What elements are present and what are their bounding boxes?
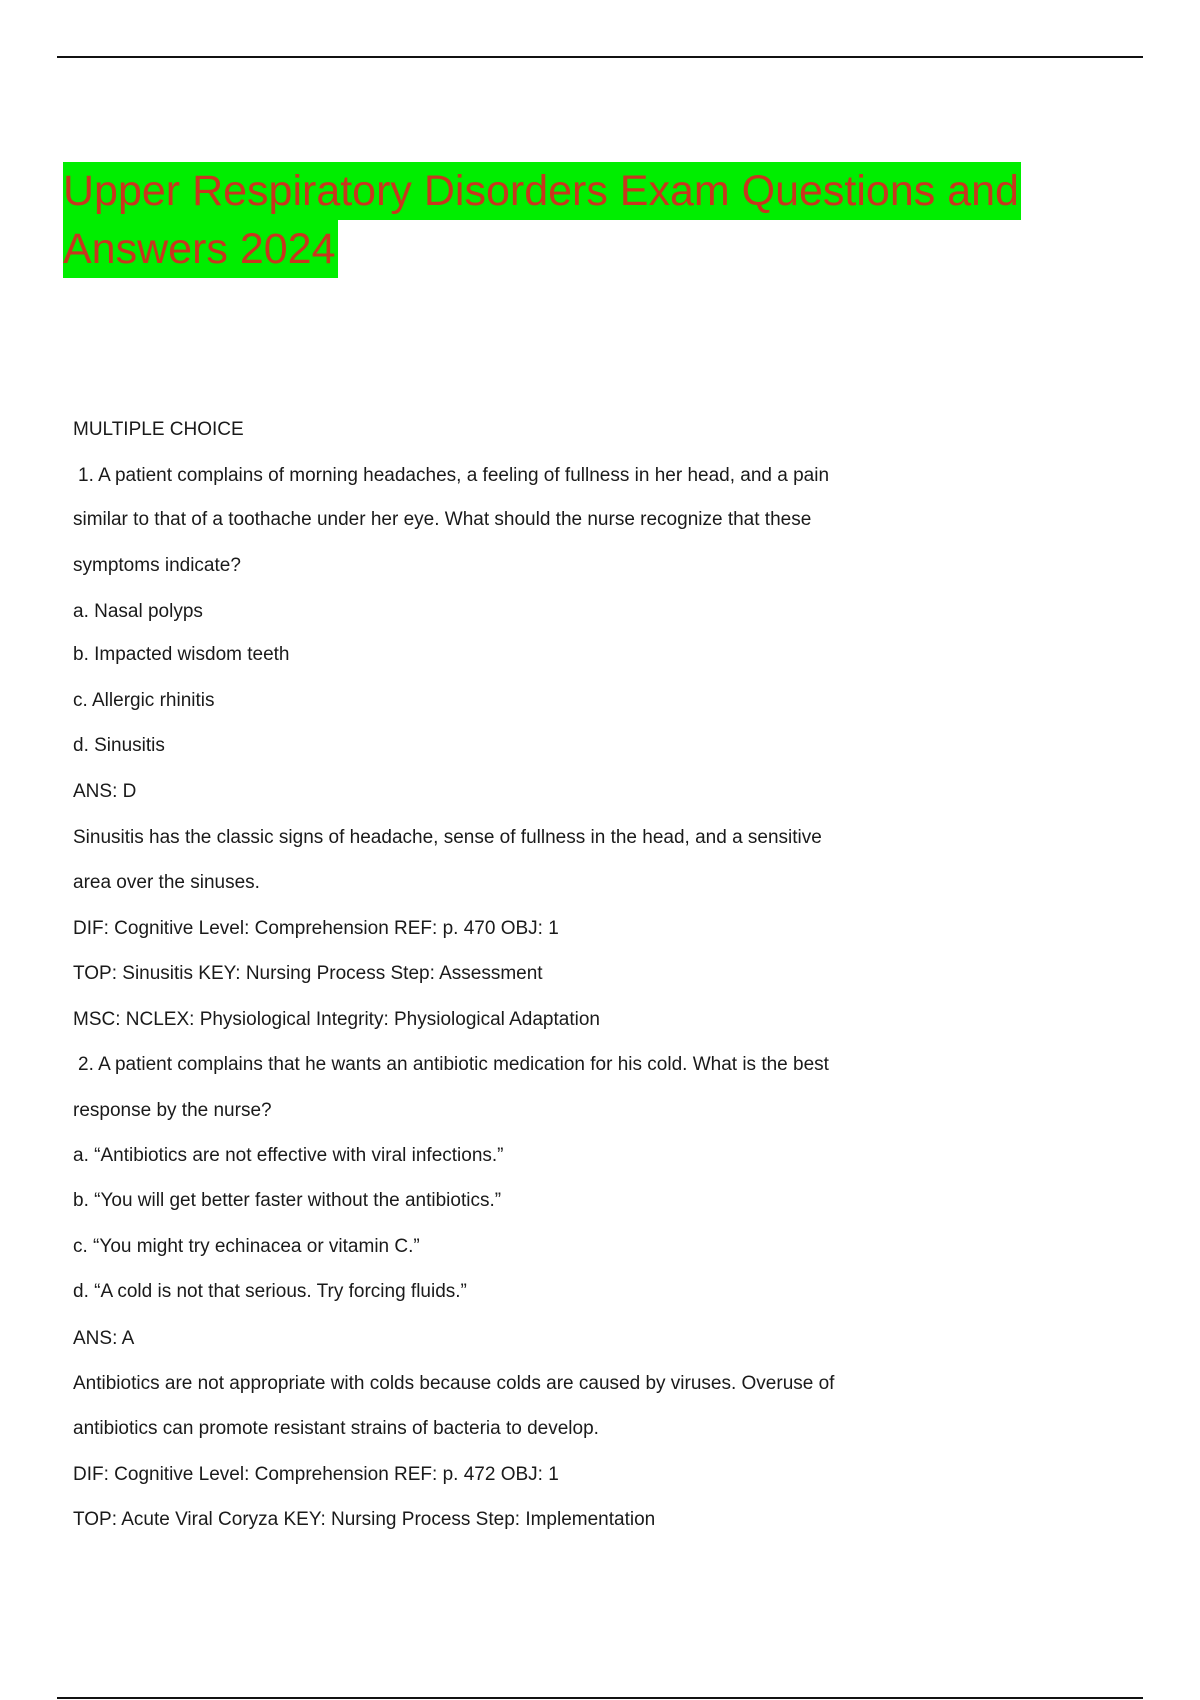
title-line-2: Answers 2024	[63, 220, 338, 278]
question-1-rationale-line-1: Sinusitis has the classic signs of headache, sense of fullness in the head, and a sensitive	[73, 827, 822, 848]
question-1-meta-dif: DIF: Cognitive Level: Comprehension REF: p. 470 OBJ: 1	[73, 918, 559, 939]
question-1-stem-line-1: 1. A patient complains of morning headaches, a feeling of fullness in her head, and a pain	[78, 465, 830, 486]
question-2-meta-top: TOP: Acute Viral Coryza KEY: Nursing Process Step: Implementation	[73, 1509, 656, 1530]
question-1-option-c: c. Allergic rhinitis	[73, 690, 215, 711]
question-2-stem-line-1: 2. A patient complains that he wants an antibiotic medication for his cold. What is the best	[78, 1054, 829, 1075]
question-2-rationale-line-1: Antibiotics are not appropriate with colds because colds are caused by viruses. Overuse of	[73, 1373, 835, 1394]
question-1-stem-line-2: similar to that of a toothache under her eye. What should the nurse recognize that these	[73, 509, 812, 530]
document-title	[63, 162, 1063, 278]
question-1-option-b: b. Impacted wisdom teeth	[73, 644, 290, 665]
question-1-stem-line-3: symptoms indicate?	[73, 555, 241, 576]
question-2-option-a: a. “Antibiotics are not effective with viral infections.”	[73, 1145, 504, 1166]
question-2-stem-line-2: response by the nurse?	[73, 1100, 272, 1121]
bottom-rule	[57, 1697, 1143, 1699]
question-2-answer: ANS: A	[73, 1328, 135, 1349]
title-line-1: Upper Respiratory Disorders Exam Questions and	[63, 162, 1021, 220]
top-rule	[57, 56, 1143, 58]
question-2-meta-dif: DIF: Cognitive Level: Comprehension REF: p. 472 OBJ: 1	[73, 1464, 559, 1485]
section-heading: MULTIPLE CHOICE	[73, 419, 244, 440]
question-2-option-d: d. “A cold is not that serious. Try forcing fluids.”	[73, 1281, 467, 1302]
question-1-meta-msc: MSC: NCLEX: Physiological Integrity: Physiological Adaptation	[73, 1009, 600, 1030]
question-2-option-c: c. “You might try echinacea or vitamin C.”	[73, 1236, 420, 1257]
question-1-option-a: a. Nasal polyps	[73, 601, 203, 622]
question-2-option-b: b. “You will get better faster without the antibiotics.”	[73, 1190, 502, 1211]
question-2-rationale-line-2: antibiotics can promote resistant strains of bacteria to develop.	[73, 1418, 599, 1439]
question-1-option-d: d. Sinusitis	[73, 735, 165, 756]
question-1-meta-top: TOP: Sinusitis KEY: Nursing Process Step: Assessment	[73, 963, 543, 984]
question-1-answer: ANS: D	[73, 781, 137, 802]
question-1-rationale-line-2: area over the sinuses.	[73, 872, 260, 893]
